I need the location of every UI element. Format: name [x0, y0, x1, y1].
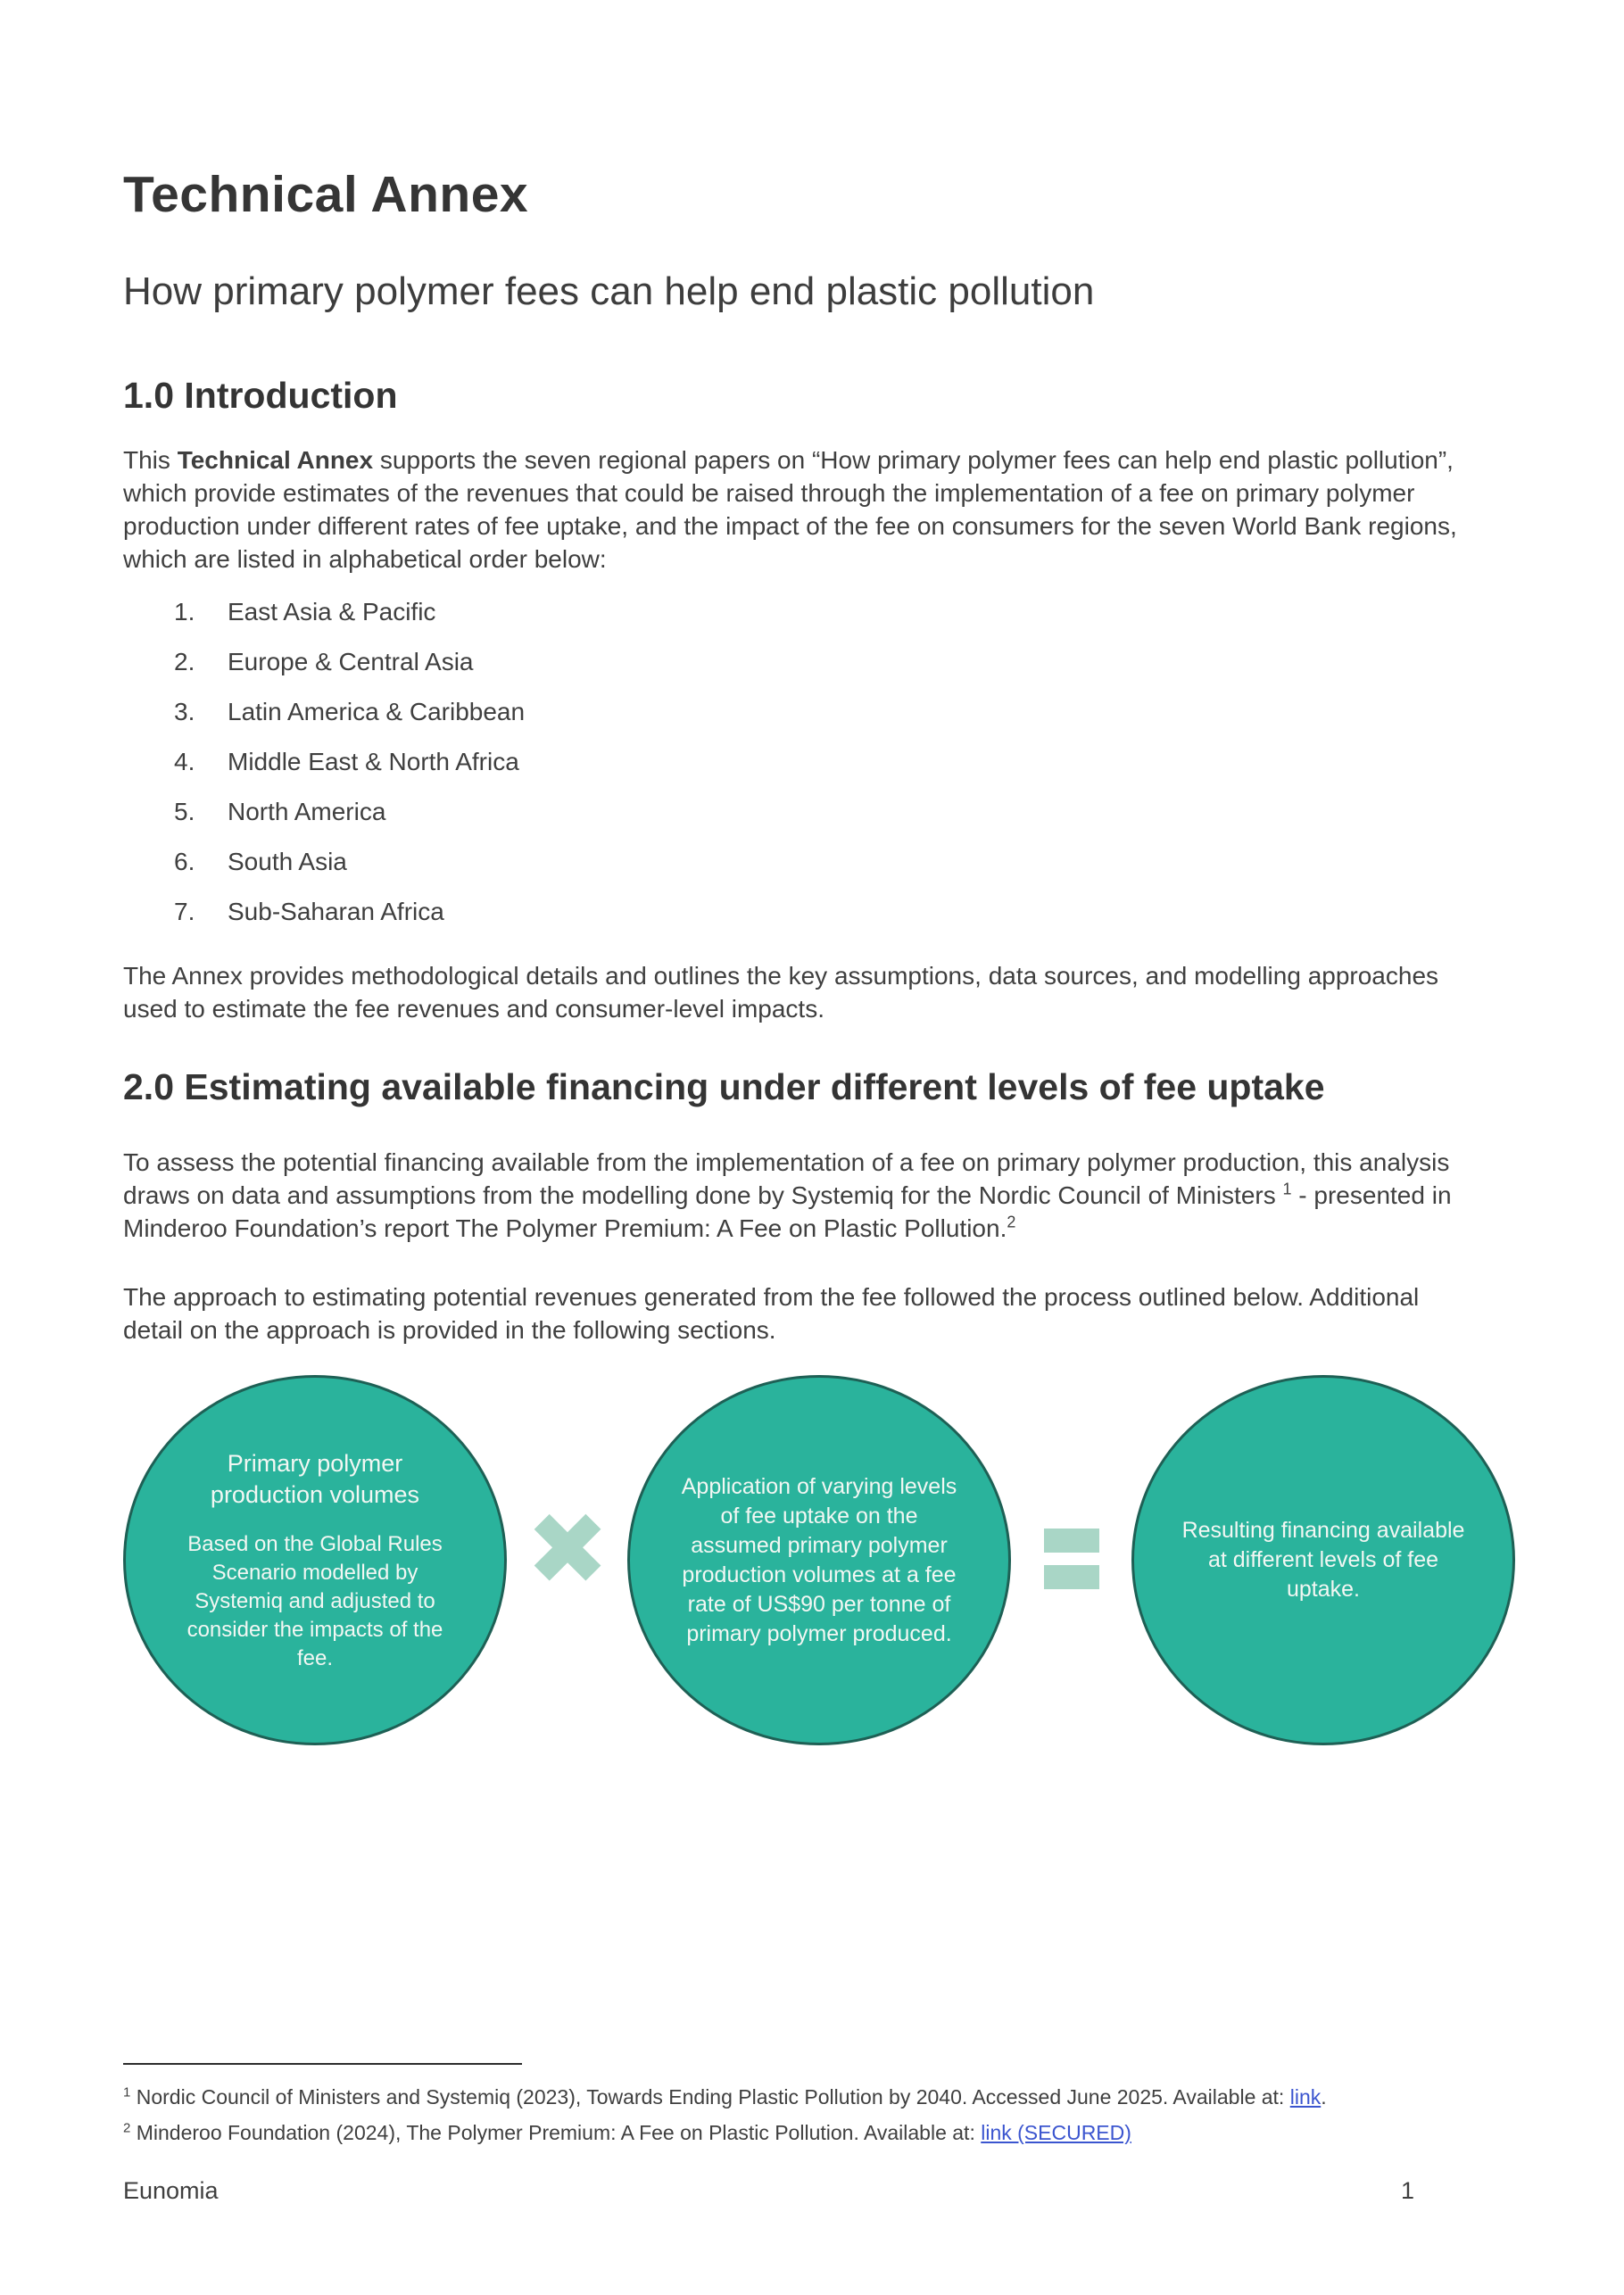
list-item-label: Europe & Central Asia	[228, 648, 474, 675]
footer-organisation: Eunomia	[123, 2177, 219, 2204]
circle-body-text: Based on the Global Rules Scenario modelled by Systemiq and adjusted to consider the impacts of the fee.	[186, 1531, 443, 1670]
list-item	[174, 595, 1481, 628]
page-number: 1	[1400, 2177, 1414, 2204]
paragraph-text: This	[123, 446, 178, 474]
list-item-number: 3.	[174, 698, 195, 725]
document-subtitle: How primary polymer fees can help end plastic pollution	[123, 269, 1095, 313]
section-1-heading: 1.0 Introduction	[123, 375, 398, 416]
diagram-circle-fee-application	[627, 1375, 1011, 1745]
list-item-number: 1.	[174, 598, 195, 626]
list-item-number: 2.	[174, 648, 195, 675]
footnote-2	[123, 2115, 1481, 2150]
process-diagram	[123, 1375, 1481, 1750]
paragraph-text: - presented in Minderoo Foundation’s report The Polymer Premium: A Fee on Plastic Pollution.	[123, 1181, 1452, 1242]
section-2-paragraph-1	[123, 1146, 1481, 1245]
footnote-marker: 2	[123, 2120, 131, 2136]
list-item	[174, 745, 1481, 778]
section-2-heading: 2.0 Estimating available financing under different levels of fee uptake	[123, 1066, 1325, 1107]
list-item-label: East Asia & Pacific	[228, 598, 436, 626]
footnote-reference-2: 2	[1007, 1213, 1016, 1231]
list-item-label: Latin America & Caribbean	[228, 698, 526, 725]
list-item	[174, 895, 1481, 928]
footnote-text: Nordic Council of Ministers and Systemiq (2023), Towards Ending Plastic Pollution by 2040. Accessed June 2025. Available at:	[130, 2085, 1290, 2109]
footnote-1	[123, 2079, 1481, 2115]
paragraph-text: To assess the potential financing available from the implementation of a fee on primary polymer production, this analysis draws on data and assumptions from the modelling done by Systemiq for the Nordic Council of Ministers	[123, 1148, 1450, 1209]
paragraph-text: supports the seven regional papers on “How primary polymer fees can help end plastic pollution”, which provide estimates of the revenues that could be raised through the implementation of a fee on primary polymer production under different rates of fee uptake, and the impact of the fee on consumers for the seven World Bank regions, which are listed in alphabetical order below:	[123, 446, 1457, 573]
list-item-label: North America	[228, 798, 386, 825]
section-1-paragraph-1	[123, 443, 1481, 576]
list-item-label: Sub-Saharan Africa	[228, 898, 444, 925]
list-item	[174, 845, 1481, 878]
footnote-area	[123, 2063, 1481, 2150]
list-item-label: South Asia	[228, 848, 347, 875]
circle-body-text: Resulting financing available at different levels of fee uptake.	[1181, 1518, 1465, 1602]
diagram-circle-resulting-financing	[1131, 1375, 1515, 1745]
document-content	[123, 162, 1481, 1750]
footnote-text-after-link: .	[1321, 2085, 1327, 2109]
footnote-1-link[interactable]: link	[1289, 2085, 1322, 2109]
footnote-2-link[interactable]: link (SECURED)	[981, 2121, 1131, 2144]
equals-icon	[1044, 1529, 1099, 1602]
circle-heading: Primary polymer production volumes	[210, 1449, 420, 1508]
multiply-icon: ✖	[526, 1492, 609, 1608]
list-item	[174, 645, 1481, 678]
list-item-number: 7.	[174, 898, 195, 925]
list-item	[174, 795, 1481, 828]
equals-bar-top	[1044, 1529, 1099, 1553]
document-title: Technical Annex	[123, 166, 529, 223]
footnote-marker: 1	[123, 2084, 131, 2100]
list-item-number: 6.	[174, 848, 195, 875]
list-item-label: Middle East & North Africa	[228, 748, 519, 775]
diagram-circle-production-volumes	[123, 1375, 507, 1745]
equals-bar-bottom	[1044, 1565, 1099, 1589]
footnote-reference-1: 1	[1282, 1180, 1292, 1198]
section-2-paragraph-2: The approach to estimating potential revenues generated from the fee followed the process outlined below. Additional detail on the approach is provided in the following sections.	[123, 1283, 1420, 1344]
circle-body-text: Application of varying levels of fee uptake on the assumed primary polymer production volumes at a fee rate of US$90 per tonne of primary polymer produced.	[681, 1473, 957, 1646]
footnote-separator	[123, 2063, 522, 2065]
footnote-text: Minderoo Foundation (2024), The Polymer Premium: A Fee on Plastic Pollution. Available at:	[130, 2121, 982, 2144]
list-item	[174, 695, 1481, 728]
list-item-number: 4.	[174, 748, 195, 775]
region-list	[123, 595, 1481, 928]
page-footer	[123, 2177, 1481, 2205]
paragraph-bold-text: Technical Annex	[177, 446, 374, 474]
section-1-paragraph-2: The Annex provides methodological details and outlines the key assumptions, data sources, and modelling approaches used to estimate the fee revenues and consumer-level impacts.	[123, 962, 1439, 1023]
list-item-number: 5.	[174, 798, 195, 825]
